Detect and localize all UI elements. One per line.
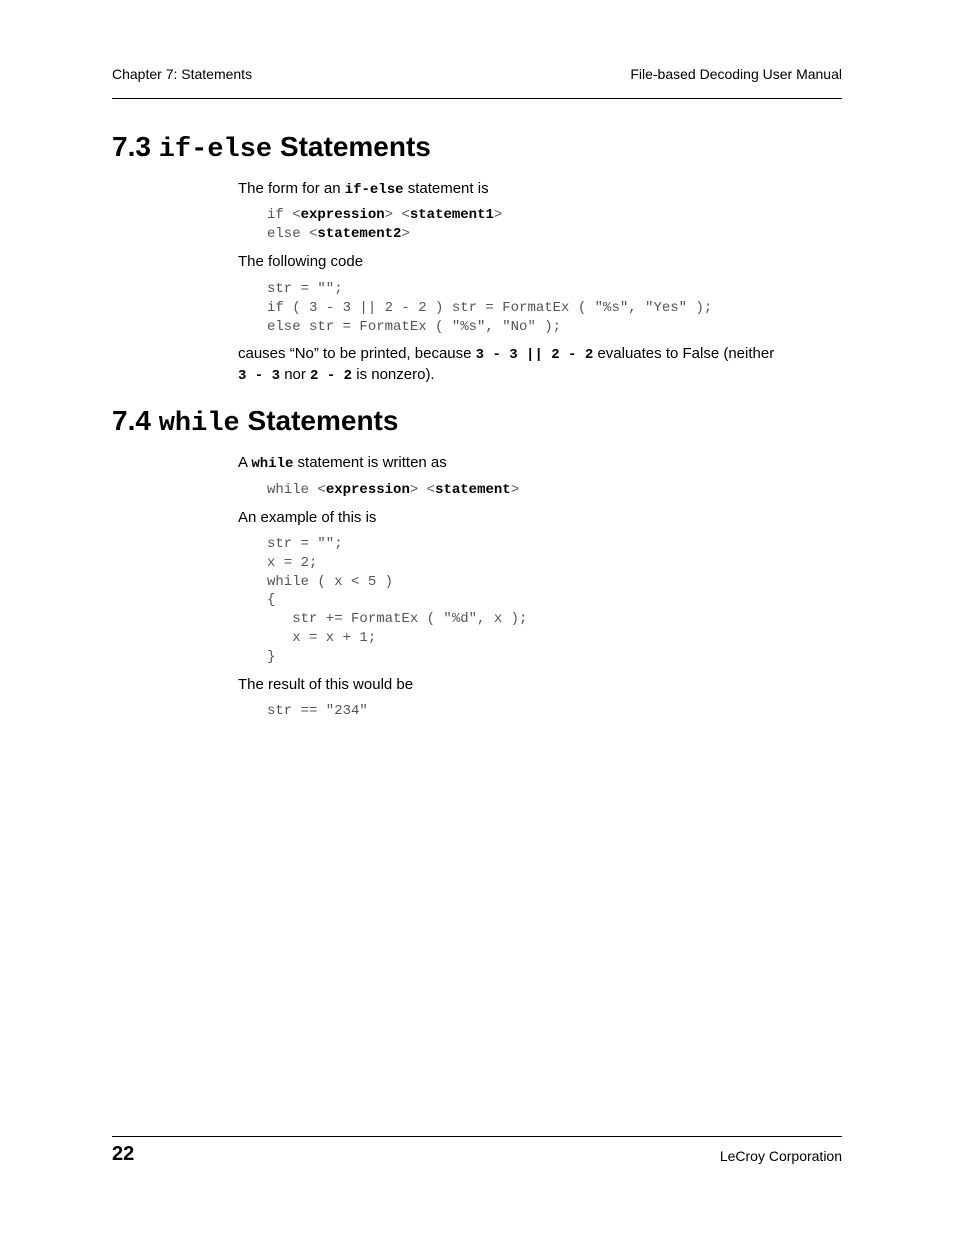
explanation-text: evaluates to False (neither: [597, 345, 775, 362]
section-number: 7.3: [112, 131, 151, 162]
intro-keyword: while: [251, 456, 294, 472]
page-number: 22: [112, 1143, 135, 1165]
code-placeholder: expression: [325, 482, 410, 498]
code-placeholder: statement2: [317, 225, 402, 242]
code-line: while ( x < 5 ): [267, 573, 394, 590]
intro-text: A: [238, 454, 248, 471]
footer-company: LeCroy Corporation: [719, 1148, 842, 1164]
code-line: str += FormatEx ( "%d", x );: [267, 611, 528, 628]
intro-text: The form for an: [238, 180, 341, 197]
inline-code: 3 - 3 || 2 - 2: [475, 347, 594, 363]
explanation-text: causes “No” to be printed, because: [238, 345, 472, 362]
section-heading-7-4: [112, 405, 398, 439]
result-code-block: [267, 702, 368, 721]
code-line: str = "";: [267, 281, 343, 297]
header-divider: [112, 98, 842, 99]
section-heading-7-3: [112, 131, 431, 165]
explanation-text: is nonzero).: [356, 366, 435, 383]
example-label: An example of this is: [238, 509, 377, 526]
code-placeholder: statement: [435, 482, 511, 498]
code-line: if ( 3 - 3 || 2 - 2 ) str = FormatEx ( "%s", "Yes" );: [267, 299, 713, 316]
section-title-text: Statements: [279, 131, 431, 162]
section-keyword: while: [158, 409, 240, 439]
running-header-title: File-based Decoding User Manual: [630, 66, 842, 82]
code-token: else: [267, 225, 301, 242]
result-label: The result of this would be: [238, 676, 414, 693]
code-line: x = 2;: [267, 554, 318, 571]
if-else-intro: [238, 179, 838, 200]
inline-code: 3 - 3: [238, 368, 281, 384]
section-keyword: if-else: [158, 135, 273, 165]
intro-keyword: if-else: [344, 182, 404, 198]
code-line: else str = FormatEx ( "%s", "No" );: [267, 318, 562, 335]
following-code-label: The following code: [238, 253, 364, 270]
code-placeholder: statement1: [409, 207, 494, 223]
intro-text: statement is written as: [297, 454, 447, 471]
code-line: {: [267, 592, 276, 609]
code-token: while: [267, 482, 310, 498]
code-token: if: [267, 207, 284, 223]
explanation-text: nor: [284, 366, 306, 383]
running-header-chapter: Chapter 7: Statements: [112, 66, 253, 82]
footer-divider: [112, 1136, 842, 1137]
if-else-syntax-block: if <expression> <statement1> else <statement2>: [267, 207, 503, 242]
section-title-text: Statements: [247, 405, 399, 436]
inline-code: 2 - 2: [310, 368, 353, 384]
code-line: str == "234": [267, 703, 368, 719]
code-line: }: [267, 648, 276, 665]
code-placeholder: expression: [300, 207, 385, 223]
intro-text: statement is: [407, 180, 489, 197]
code-line: x = x + 1;: [267, 629, 377, 646]
while-example-block: [267, 535, 527, 667]
while-intro: [238, 453, 838, 474]
code-line: str = "";: [267, 536, 343, 552]
while-syntax-block: while <expression> <statement>: [267, 482, 520, 498]
if-else-explanation: [238, 344, 838, 386]
if-else-example-block: [267, 280, 712, 336]
section-number: 7.4: [112, 405, 151, 436]
